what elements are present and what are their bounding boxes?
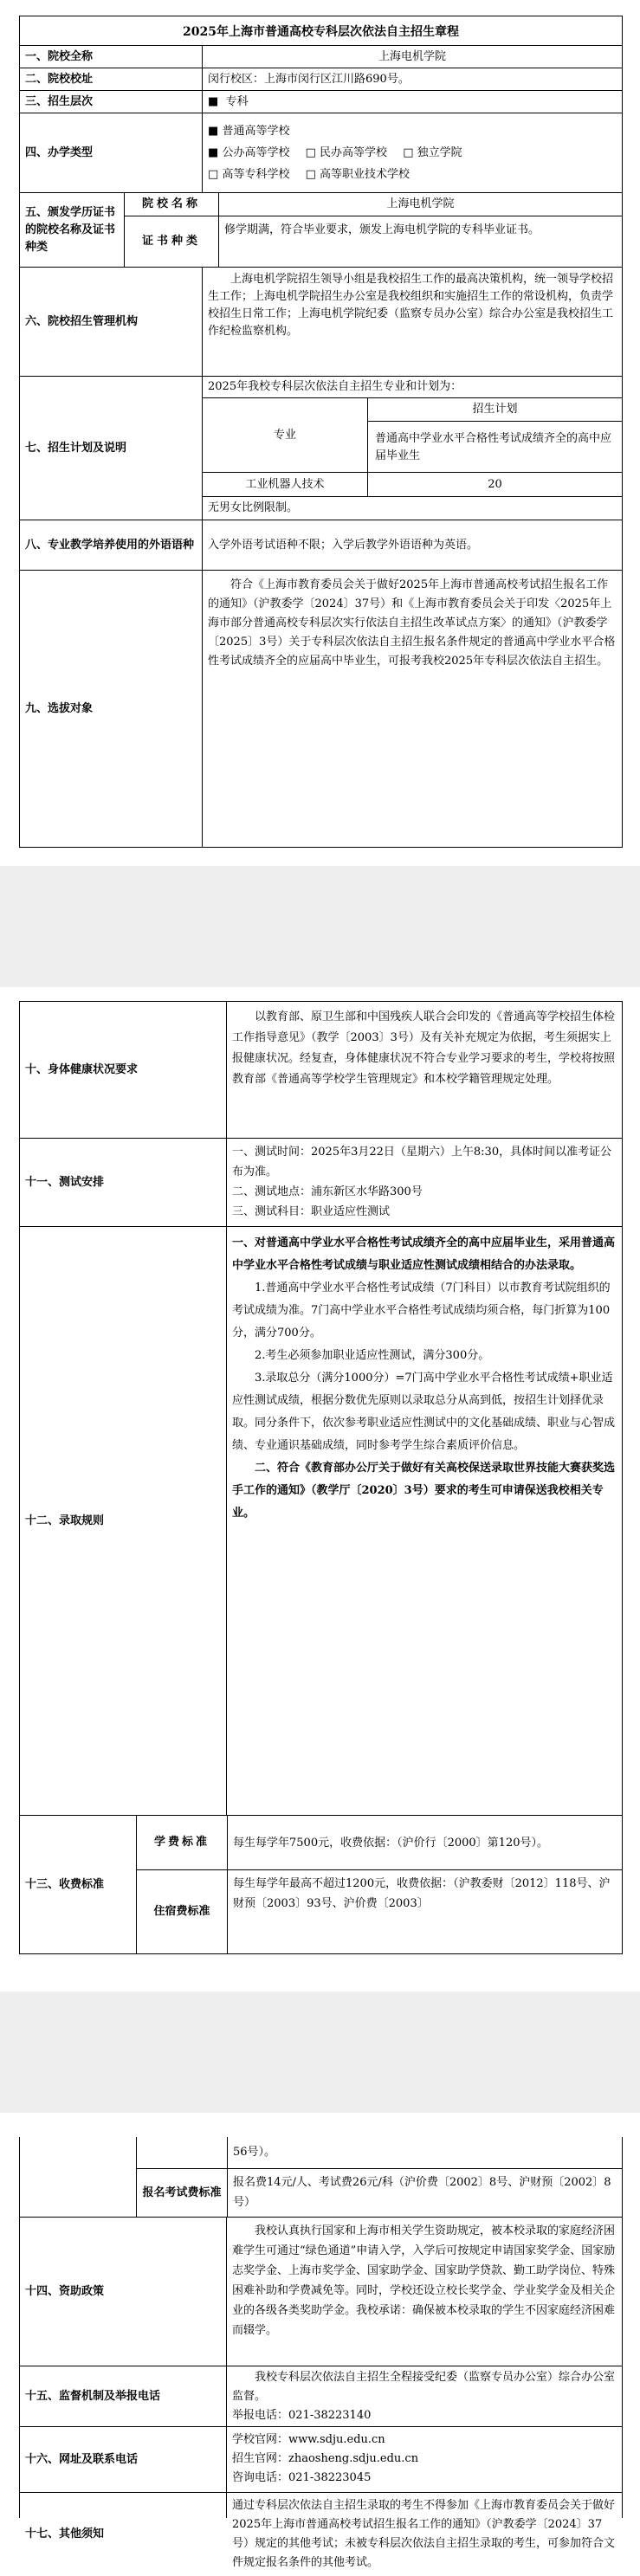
charter-table-part-2 — [19, 1001, 623, 1954]
admit-label: 十二、录取规则 — [25, 1514, 105, 1527]
mgmt-text: 上海电机学院招生领导小组是我校招生工作的最高决策机构，统一领导学校招生工作；上海电机学院招生办公室是我校组织和实施招生工作的常设机构，负责学校招生日常工作；上海电机学院纪委（监察专员办公室）综合办公室是我校招生工作纪检监察机构。 — [202, 268, 622, 376]
plan-header-plan: 招生计划 — [472, 403, 518, 416]
school-name-value: 上海电机学院 — [202, 46, 622, 68]
type-option: 独立学院 — [417, 146, 462, 159]
page-gap — [0, 866, 640, 987]
plan-count: 20 — [367, 473, 622, 497]
doc-title: 2025年上海市普通高校专科层次依法自主招生章程 — [20, 16, 622, 45]
contact-label: 十六、网址及联系电话 — [25, 2452, 139, 2466]
plan-header-target: 普通高中学业水平合格性考试成绩齐全的高中应届毕业生 — [368, 421, 622, 473]
tuition-value: 每生每学年7500元，收费依据：（沪价行〔2000〕第120号）。 — [227, 1816, 622, 1869]
level-label: 三、招生层次 — [25, 94, 94, 108]
page-2 — [0, 987, 640, 1992]
exam-time: 一、测试时间：2025年3月22日（星期六）上午8:30，具体时间以准考证公布为准。 — [232, 1146, 612, 1178]
admit-heading-2: 二、符合《教育部办公厅关于做好有关高校保送录取世界技能大赛获奖选手工作的通知》（教学厅〔2020〕3号）要求的考生可申请保送我校相关专业。 — [232, 1462, 616, 1520]
aid-text: 我校认真执行国家和上海市相关学生资助规定，被本校录取的家庭经济困难学生可通过“绿色通道”申请入学，入学后可按规定申请国家奖学金、国家励志奖学金、上海市奖学金、国家助学金、国家助学贷款、勤工助学岗位、特殊困难补助和学费减免等。同时，学校还设立校长奖学金、学业奖学金及相关企业的各级各类奖助学金。我校承诺：确保被本校录取的学生不因家庭经济困难而辍学。 — [226, 2218, 622, 2366]
plan-intro: 2025年我校专科层次依法自主招生专业和计划为： — [208, 380, 462, 393]
admit-rule-3: 3.录取总分（满分1000分）=7门高中学业水平合格性考试成绩+职业适应性测试成绩，根据分数优先原则以录取总分从高到低，按招生计划择优录取。同分条件下，依次参考职业适应性测试中的文化基础成绩、职业与心智成绩、专业通识基础成绩，同时参考学生综合素质评价信息。 — [232, 1372, 616, 1452]
charter-table-part-3 — [19, 2137, 623, 2569]
contact-info — [226, 2427, 622, 2492]
plan-table — [202, 377, 622, 520]
type-options: ■ 普通高等学校 ■ 公办高等学校 □ 民办高等学校 □ 独立学院 □ 高等专科学校 □ 高等职业技术学校 — [202, 113, 622, 192]
plan-major: 工业机器人技术 — [245, 478, 325, 491]
cert-label: 五、颁发学历证书的院校名称及证书种类 — [25, 205, 116, 254]
admit-rule-2: 2.考生必须参加职业适应性测试，满分300分。 — [255, 1349, 490, 1362]
page-gap — [0, 1992, 640, 2113]
lodging-label: 住宿费标准 — [153, 1905, 210, 1918]
cert-kind-value: 修学期满，符合毕业要求，颁发上海电机学院的专科毕业证书。 — [218, 216, 622, 267]
exam-place: 二、测试地点：浦东新区水华路300号 — [232, 1185, 423, 1198]
supervise-info — [226, 2366, 622, 2426]
lodging-value: 每生每学年最高不超过1200元，收费依据：（沪教委财〔2012〕118号、沪财预〔2003〕93号、沪价费〔2003〕 — [227, 1870, 622, 1953]
cert-name-label: 院校名称 — [141, 197, 201, 210]
exam-fee-value: 报名费14元/人、考试费26元/科（沪价费〔2002〕8号、沪财预〔2002〕8号） — [227, 2169, 622, 2217]
exam-subject: 三、测试科目：职业适应性测试 — [232, 1205, 391, 1218]
cert-kind-label: 证书种类 — [141, 235, 201, 248]
admit-rules — [226, 1227, 622, 1815]
type-option: 公办高等学校 — [222, 146, 290, 159]
type-label: 四、办学类型 — [25, 145, 94, 159]
mgmt-label: 六、院校招生管理机构 — [25, 314, 139, 328]
plan-label: 七、招生计划及说明 — [25, 441, 127, 455]
other-text: 通过专科层次依法自主招生录取的考生不得参加《上海市教育委员会关于做好2025年上海市普通高校考试招生报名工作的通知》（沪教委学〔2024〕37号）规定的其他考试；未被专科层次依法自主招生录取的考生，可参加符合文件规定报名条件的其他考试。 — [226, 2493, 622, 2518]
lang-label: 八、专业教学培养使用的外语语种 — [25, 538, 195, 552]
admit-heading-1: 一、对普通高中学业水平合格性考试成绩齐全的高中应届毕业生，采用普通高中学业水平合格性考试成绩与职业适应性测试成绩相结合的办法录取。 — [232, 1236, 616, 1272]
page-1 — [0, 0, 640, 866]
exam-label: 十一、测试安排 — [25, 1175, 105, 1189]
target-label: 九、选拔对象 — [25, 701, 94, 715]
supervise-label: 十五、监督机制及举报电话 — [25, 2389, 161, 2403]
type-option: 高等专科学校 — [222, 168, 290, 181]
checkbox-checked: ■ — [208, 94, 219, 108]
school-name-label: 一、院校全称 — [25, 49, 94, 63]
tuition-label: 学费标准 — [153, 1836, 210, 1849]
lang-text: 入学外语考试语种不限；入学后教学外语语种为英语。 — [202, 520, 622, 570]
level-text: 专科 — [225, 94, 249, 108]
fee-label: 十三、收费标准 — [25, 1877, 105, 1891]
exam-schedule — [226, 1139, 622, 1226]
admission-website[interactable]: 招生官网：zhaosheng.sdju.edu.cn — [232, 2452, 419, 2465]
charter-table-part-1 — [19, 16, 623, 848]
cert-name-value: 上海电机学院 — [218, 193, 622, 216]
admit-rule-1: 1.普通高中学业水平合格性考试成绩（7门科目）以市教育考试院组织的考试成绩为准。7门高中学业水平合格性考试成绩均须合格，每门折算为100分，满分700分。 — [232, 1282, 611, 1340]
consult-phone: 咨询电话：021-38223045 — [232, 2471, 372, 2484]
plan-header-major: 专业 — [273, 429, 296, 442]
page-3 — [0, 2113, 640, 2569]
address-label: 二、院校校址 — [25, 72, 94, 86]
school-website[interactable]: 学校官网：www.sdju.edu.cn — [232, 2433, 385, 2446]
aid-label: 十四、资助政策 — [25, 2284, 105, 2298]
address-value: 闵行校区：上海市闵行区江川路690号。 — [202, 68, 622, 90]
report-phone: 举报电话：021-38223140 — [232, 2409, 372, 2422]
target-text: 符合《上海市教育委员会关于做好2025年上海市普通高校考试招生报名工作的通知》（沪教委学〔2024〕37号）和《上海市教育委员会关于印发〈2025年上海市部分普通高校专科层次实行依法自主招生改革试点方案〉的通知》（沪教委学〔2025〕3号）关于专科层次依法自主招生报名条件规定的普通高中学业水平合格性考试成绩齐全的应届高中毕业生，可报考我校2025年专科层次依法自主招生。 — [202, 571, 622, 847]
type-option: 高等职业技术学校 — [320, 168, 411, 181]
health-label: 十、身体健康状况要求 — [25, 1062, 139, 1076]
level-value — [202, 91, 622, 113]
exam-fee-label: 报名考试费标准 — [142, 2185, 222, 2199]
other-label: 十七、其他须知 — [25, 2528, 105, 2540]
lodging-value-cont: 56号）。 — [227, 2137, 622, 2168]
plan-note: 无男女比例限制。 — [203, 496, 622, 520]
type-option: 民办高等学校 — [320, 146, 388, 159]
type-option: 普通高等学校 — [222, 125, 290, 138]
supervise-text: 我校专科层次依法自主招生全程接受纪委（监察专员办公室）综合办公室监督。 — [232, 2371, 616, 2403]
health-text: 以教育部、原卫生部和中国残疾人联合会印发的《普通高等学校招生体检工作指导意见》（教学〔2003〕3号）及有关补充规定为依据，考生须据实上报健康状况。经复查，身体健康状况不符合专业学习要求的考生，学校将按照教育部《普通高等学校学生管理规定》和本校学籍管理规定处理。 — [226, 1002, 622, 1138]
